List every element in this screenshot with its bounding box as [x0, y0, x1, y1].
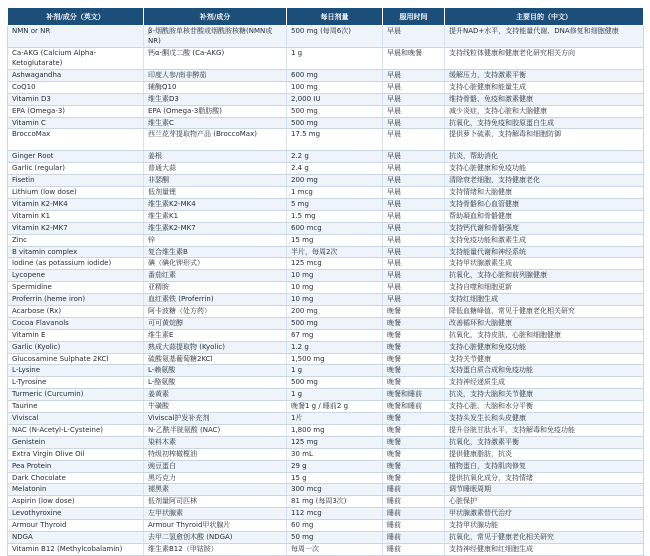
table-row: [8, 234, 644, 246]
cell-english-name: L-Lysine: [8, 365, 144, 377]
cell-purpose: 帮助凝血和骨骼健康: [445, 210, 644, 222]
cell-chinese-name: L-赖氨酸: [144, 365, 287, 377]
cell-timing: 早晨: [383, 187, 445, 199]
cell-purpose: 支持甲状腺激素生成: [445, 258, 644, 270]
cell-timing: 晚餐: [383, 353, 445, 365]
cell-purpose: 缓解压力，支持激素平衡: [445, 70, 644, 82]
cell-daily-dose: 1,800 mg: [287, 424, 383, 436]
cell-purpose: 植物蛋白，支持肌肉修复: [445, 460, 644, 472]
cell-english-name: Melatonin: [8, 484, 144, 496]
header-timing: 服用时间: [383, 8, 445, 26]
table-row: [8, 163, 644, 175]
cell-chinese-name: EPA (Omega-3脂肪酸): [144, 105, 287, 117]
cell-daily-dose: 1 g: [287, 365, 383, 377]
cell-purpose: 支持骨骼和心血管健康: [445, 199, 644, 211]
cell-timing: 早晨: [383, 151, 445, 163]
cell-timing: 睡前: [383, 484, 445, 496]
cell-timing: 晚餐: [383, 413, 445, 425]
cell-timing: 晚餐: [383, 424, 445, 436]
table-row: [8, 389, 644, 401]
cell-purpose: 支持能量代谢和神经系统: [445, 246, 644, 258]
cell-purpose: 减少炎症，支持心脏和大脑健康: [445, 105, 644, 117]
table-row: [8, 377, 644, 389]
table-row: [8, 258, 644, 270]
cell-english-name: NAC (N-Acetyl-L-Cysteine): [8, 424, 144, 436]
cell-english-name: Cocoa Flavanols: [8, 317, 144, 329]
cell-purpose: 支持自噬和细胞更新: [445, 282, 644, 294]
cell-purpose: 支持甲状腺功能: [445, 520, 644, 532]
cell-timing: 晚餐: [383, 377, 445, 389]
table-row: [8, 448, 644, 460]
table-row: [8, 48, 644, 70]
cell-english-name: Garlic (Kyolic): [8, 341, 144, 353]
cell-daily-dose: 500 mg: [287, 317, 383, 329]
cell-english-name: Ginger Root: [8, 151, 144, 163]
cell-chinese-name: Armour Thyroid甲状腺片: [144, 520, 287, 532]
cell-daily-dose: 200 mg: [287, 175, 383, 187]
cell-daily-dose: 2.4 g: [287, 163, 383, 175]
cell-daily-dose: 50 mg: [287, 531, 383, 543]
cell-daily-dose: 200 mg: [287, 306, 383, 318]
cell-daily-dose: 1.2 g: [287, 341, 383, 353]
cell-chinese-name: 维生素K2-MK7: [144, 222, 287, 234]
table-row: [8, 175, 644, 187]
cell-daily-dose: 500 mg: [287, 105, 383, 117]
cell-purpose: 支持钙代谢和骨骼强度: [445, 222, 644, 234]
cell-timing: 早晨和晚餐: [383, 48, 445, 70]
cell-chinese-name: 牛磺酸: [144, 401, 287, 413]
cell-english-name: Acarbose (Rx): [8, 306, 144, 318]
cell-daily-dose: 2.2 g: [287, 151, 383, 163]
cell-timing: 晚餐: [383, 365, 445, 377]
table-row: [8, 424, 644, 436]
table-row: [8, 246, 644, 258]
cell-chinese-name: 非瑟酮: [144, 175, 287, 187]
cell-english-name: Glucosamine Sulphate 2KCl: [8, 353, 144, 365]
cell-timing: 早晨: [383, 294, 445, 306]
cell-timing: 早晨: [383, 210, 445, 222]
cell-english-name: Lycopene: [8, 270, 144, 282]
cell-timing: 晚餐: [383, 460, 445, 472]
cell-daily-dose: 81 mg (每周3次): [287, 496, 383, 508]
cell-chinese-name: 豌豆蛋白: [144, 460, 287, 472]
cell-daily-dose: 半片，每周2次: [287, 246, 383, 258]
cell-timing: 早晨: [383, 163, 445, 175]
cell-english-name: Vitamin D3: [8, 93, 144, 105]
cell-timing: 早晨: [383, 246, 445, 258]
table-row: [8, 129, 644, 151]
cell-english-name: Vitamin K1: [8, 210, 144, 222]
cell-timing: 早晨: [383, 175, 445, 187]
cell-daily-dose: 600 mcg: [287, 222, 383, 234]
cell-chinese-name: 维生素K2-MK4: [144, 199, 287, 211]
cell-daily-dose: 10 mg: [287, 294, 383, 306]
cell-chinese-name: 硫酸氨基葡萄糖2KCl: [144, 353, 287, 365]
cell-timing: 早晨: [383, 129, 445, 151]
cell-english-name: Viviscal: [8, 413, 144, 425]
cell-daily-dose: 1 mcg: [287, 187, 383, 199]
cell-purpose: 支持神经递质生成: [445, 377, 644, 389]
cell-chinese-name: 印度人参/南非醉茄: [144, 70, 287, 82]
cell-timing: 早晨: [383, 105, 445, 117]
cell-chinese-name: 锌: [144, 234, 287, 246]
cell-chinese-name: 西兰花芽提取物产品 (BroccoMax): [144, 129, 287, 151]
table-row: [8, 317, 644, 329]
cell-timing: 早晨: [383, 117, 445, 129]
cell-daily-dose: 5 mg: [287, 199, 383, 211]
table-row: [8, 222, 644, 234]
cell-purpose: 支持心脏健康和能量生成: [445, 81, 644, 93]
supplement-table-wrapper: [7, 7, 643, 556]
cell-english-name: Ca-AKG (Calcium Alpha-Ketoglutarate): [8, 48, 144, 70]
table-row: [8, 353, 644, 365]
cell-chinese-name: 黑巧克力: [144, 472, 287, 484]
cell-purpose: 提供健康脂肪，抗炎: [445, 448, 644, 460]
table-header-row: [8, 8, 644, 26]
cell-purpose: 抗炎，支持大脑和关节健康: [445, 389, 644, 401]
table-row: [8, 151, 644, 163]
cell-daily-dose: 15 mg: [287, 234, 383, 246]
cell-english-name: Genistein: [8, 436, 144, 448]
cell-daily-dose: 15 g: [287, 472, 383, 484]
table-row: [8, 81, 644, 93]
cell-timing: 早晨: [383, 81, 445, 93]
cell-purpose: 支持红细胞生成: [445, 294, 644, 306]
cell-chinese-name: 去甲二氢愈创木酸 (NDGA): [144, 531, 287, 543]
cell-daily-dose: 17.5 mg: [287, 129, 383, 151]
cell-chinese-name: 特级初榨橄榄油: [144, 448, 287, 460]
cell-timing: 睡前: [383, 520, 445, 532]
cell-daily-dose: 1 g: [287, 48, 383, 70]
cell-daily-dose: 300 mcg: [287, 484, 383, 496]
table-row: [8, 329, 644, 341]
cell-timing: 早晨: [383, 234, 445, 246]
cell-chinese-name: 碘（碘化钾形式）: [144, 258, 287, 270]
cell-purpose: 抗氧化，常见于健康老化相关研究: [445, 531, 644, 543]
cell-chinese-name: 染料木素: [144, 436, 287, 448]
table-row: [8, 496, 644, 508]
cell-purpose: 清除衰老细胞，支持健康老化: [445, 175, 644, 187]
cell-chinese-name: 亚精胺: [144, 282, 287, 294]
cell-timing: 晚餐: [383, 472, 445, 484]
cell-english-name: Proferrin (heme iron): [8, 294, 144, 306]
table-row: [8, 117, 644, 129]
cell-daily-dose: 125 mg: [287, 436, 383, 448]
cell-english-name: Ashwagandha: [8, 70, 144, 82]
cell-timing: 早晨: [383, 70, 445, 82]
cell-english-name: B vitamin complex: [8, 246, 144, 258]
table-row: [8, 365, 644, 377]
cell-english-name: Dark Chocolate: [8, 472, 144, 484]
cell-timing: 早晨: [383, 258, 445, 270]
cell-chinese-name: Viviscal护发补充剂: [144, 413, 287, 425]
cell-daily-dose: 67 mg: [287, 329, 383, 341]
cell-daily-dose: 125 mcg: [287, 258, 383, 270]
cell-timing: 晚餐: [383, 448, 445, 460]
table-row: [8, 93, 644, 105]
cell-english-name: L-Tyrosine: [8, 377, 144, 389]
cell-timing: 早晨: [383, 270, 445, 282]
cell-purpose: 提供抗氧化成分，支持情绪: [445, 472, 644, 484]
cell-purpose: 支持关节健康: [445, 353, 644, 365]
cell-timing: 晚餐和睡前: [383, 389, 445, 401]
cell-chinese-name: 低剂量阿司匹林: [144, 496, 287, 508]
cell-purpose: 甲状腺激素替代治疗: [445, 508, 644, 520]
header-daily-dose: 每日剂量: [287, 8, 383, 26]
cell-chinese-name: 左甲状腺素: [144, 508, 287, 520]
cell-purpose: 抗氧化，支持免疫和胶原蛋白生成: [445, 117, 644, 129]
cell-purpose: 降低血糖峰值，常见于健康老化相关研究: [445, 306, 644, 318]
cell-purpose: 提升NAD+水平，支持能量代谢、DNA修复和细胞健康: [445, 26, 644, 48]
cell-chinese-name: 维生素D3: [144, 93, 287, 105]
supplement-table: [7, 7, 644, 556]
cell-daily-dose: 112 mcg: [287, 508, 383, 520]
cell-purpose: 支持神经健康和红细胞生成: [445, 543, 644, 555]
cell-timing: 睡前: [383, 496, 445, 508]
cell-chinese-name: 维生素E: [144, 329, 287, 341]
cell-timing: 晚餐: [383, 317, 445, 329]
cell-chinese-name: L-酪氨酸: [144, 377, 287, 389]
table-row: [8, 282, 644, 294]
cell-english-name: Armour Thyroid: [8, 520, 144, 532]
table-row: [8, 531, 644, 543]
table-row: [8, 306, 644, 318]
cell-english-name: Vitamin C: [8, 117, 144, 129]
cell-purpose: 心脏保护: [445, 496, 644, 508]
cell-purpose: 支持免疫功能和激素生成: [445, 234, 644, 246]
cell-timing: 晚餐: [383, 329, 445, 341]
table-row: [8, 508, 644, 520]
table-row: [8, 70, 644, 82]
cell-daily-dose: 600 mg: [287, 70, 383, 82]
table-row: [8, 270, 644, 282]
cell-english-name: Turmeric (Curcumin): [8, 389, 144, 401]
cell-daily-dose: 1片: [287, 413, 383, 425]
cell-timing: 晚餐: [383, 306, 445, 318]
cell-english-name: BroccoMax: [8, 129, 144, 151]
cell-chinese-name: 钙α-酮戊二酸 (Ca-AKG): [144, 48, 287, 70]
table-row: [8, 484, 644, 496]
cell-chinese-name: 番茄红素: [144, 270, 287, 282]
cell-timing: 晚餐: [383, 436, 445, 448]
cell-chinese-name: 维生素C: [144, 117, 287, 129]
cell-purpose: 提供萝卜硫素，支持解毒和细胞防御: [445, 129, 644, 151]
cell-english-name: Aspirin (low dose): [8, 496, 144, 508]
cell-chinese-name: 姜根: [144, 151, 287, 163]
cell-english-name: Fisetin: [8, 175, 144, 187]
cell-english-name: Zinc: [8, 234, 144, 246]
table-row: [8, 187, 644, 199]
table-row: [8, 543, 644, 555]
cell-daily-dose: 2,000 IU: [287, 93, 383, 105]
cell-timing: 早晨: [383, 26, 445, 48]
cell-purpose: 支持线粒体健康和健康老化研究相关方向: [445, 48, 644, 70]
table-row: [8, 199, 644, 211]
cell-english-name: NDGA: [8, 531, 144, 543]
cell-timing: 晚餐和睡前: [383, 401, 445, 413]
cell-chinese-name: 可可黄烷醇: [144, 317, 287, 329]
cell-chinese-name: 血红素铁 (Proferrin): [144, 294, 287, 306]
cell-english-name: Levothyroxine: [8, 508, 144, 520]
table-row: [8, 26, 644, 48]
cell-daily-dose: 60 mg: [287, 520, 383, 532]
cell-english-name: Taurine: [8, 401, 144, 413]
cell-english-name: CoQ10: [8, 81, 144, 93]
cell-english-name: Pea Protein: [8, 460, 144, 472]
cell-chinese-name: 普通大蒜: [144, 163, 287, 175]
cell-timing: 睡前: [383, 508, 445, 520]
cell-daily-dose: 100 mg: [287, 81, 383, 93]
cell-english-name: Iodine (as potassium iodide): [8, 258, 144, 270]
cell-timing: 晚餐: [383, 341, 445, 353]
header-chinese-name: 补剂/成分: [144, 8, 287, 26]
cell-chinese-name: β-烟酰胺单核苷酸或烟酰胺核糖(NMN或NR): [144, 26, 287, 48]
cell-english-name: NMN or NR: [8, 26, 144, 48]
header-purpose: 主要目的（中文）: [445, 8, 644, 26]
cell-purpose: 抗氧化，支持激素平衡: [445, 436, 644, 448]
cell-timing: 睡前: [383, 543, 445, 555]
cell-chinese-name: 熟成大蒜提取物 (Kyolic): [144, 341, 287, 353]
cell-english-name: Garlic (regular): [8, 163, 144, 175]
cell-purpose: 抗炎，帮助消化: [445, 151, 644, 163]
cell-purpose: 提升谷胱甘肽水平，支持解毒和免疫功能: [445, 424, 644, 436]
table-row: [8, 460, 644, 472]
cell-daily-dose: 每周一次: [287, 543, 383, 555]
cell-daily-dose: 500 mg (每周6次): [287, 26, 383, 48]
cell-english-name: Lithium (low dose): [8, 187, 144, 199]
cell-english-name: EPA (Omega-3): [8, 105, 144, 117]
cell-daily-dose: 晚餐1 g / 睡前2 g: [287, 401, 383, 413]
header-english-name: 补剂/成分（英文）: [8, 8, 144, 26]
cell-timing: 早晨: [383, 93, 445, 105]
cell-purpose: 支持头发生长和头皮健康: [445, 413, 644, 425]
table-row: [8, 341, 644, 353]
cell-daily-dose: 10 mg: [287, 270, 383, 282]
table-row: [8, 294, 644, 306]
cell-timing: 早晨: [383, 199, 445, 211]
table-row: [8, 472, 644, 484]
cell-chinese-name: 维生素B12（甲钴胺）: [144, 543, 287, 555]
cell-purpose: 抗氧化，支持心脏和前列腺健康: [445, 270, 644, 282]
cell-chinese-name: 复合维生素B: [144, 246, 287, 258]
cell-english-name: Vitamin B12 (Methylcobalamin): [8, 543, 144, 555]
table-body: [8, 26, 644, 556]
cell-english-name: Vitamin E: [8, 329, 144, 341]
cell-chinese-name: 低剂量锂: [144, 187, 287, 199]
cell-purpose: 改善循环和大脑健康: [445, 317, 644, 329]
cell-purpose: 支持心脏健康和免疫功能: [445, 341, 644, 353]
cell-chinese-name: 维生素K1: [144, 210, 287, 222]
cell-english-name: Vitamin K2-MK7: [8, 222, 144, 234]
cell-english-name: Spermidine: [8, 282, 144, 294]
cell-daily-dose: 10 mg: [287, 282, 383, 294]
table-row: [8, 105, 644, 117]
cell-chinese-name: 褪黑素: [144, 484, 287, 496]
cell-timing: 早晨: [383, 282, 445, 294]
cell-daily-dose: 1 g: [287, 389, 383, 401]
cell-purpose: 调节睡眠周期: [445, 484, 644, 496]
cell-purpose: 支持蛋白质合成和免疫功能: [445, 365, 644, 377]
cell-english-name: Vitamin K2-MK4: [8, 199, 144, 211]
table-row: [8, 436, 644, 448]
cell-daily-dose: 1.5 mg: [287, 210, 383, 222]
cell-timing: 早晨: [383, 222, 445, 234]
cell-daily-dose: 29 g: [287, 460, 383, 472]
cell-daily-dose: 1,500 mg: [287, 353, 383, 365]
cell-english-name: Extra Virgin Olive Oil: [8, 448, 144, 460]
cell-purpose: 支持心脏、大脑和水分平衡: [445, 401, 644, 413]
cell-daily-dose: 500 mg: [287, 377, 383, 389]
cell-purpose: 支持情绪和大脑健康: [445, 187, 644, 199]
cell-purpose: 维持骨骼、免疫和激素健康: [445, 93, 644, 105]
table-row: [8, 520, 644, 532]
cell-chinese-name: 辅酶Q10: [144, 81, 287, 93]
cell-chinese-name: 阿卡波糖（处方药）: [144, 306, 287, 318]
table-row: [8, 413, 644, 425]
cell-daily-dose: 30 mL: [287, 448, 383, 460]
cell-daily-dose: 500 mg: [287, 117, 383, 129]
cell-purpose: 支持心脏健康和免疫功能: [445, 163, 644, 175]
cell-chinese-name: N-乙酰半胱氨酸 (NAC): [144, 424, 287, 436]
cell-purpose: 抗氧化，支持皮肤、心脏和细胞健康: [445, 329, 644, 341]
cell-timing: 睡前: [383, 531, 445, 543]
cell-chinese-name: 姜黄素: [144, 389, 287, 401]
table-row: [8, 210, 644, 222]
table-row: [8, 401, 644, 413]
